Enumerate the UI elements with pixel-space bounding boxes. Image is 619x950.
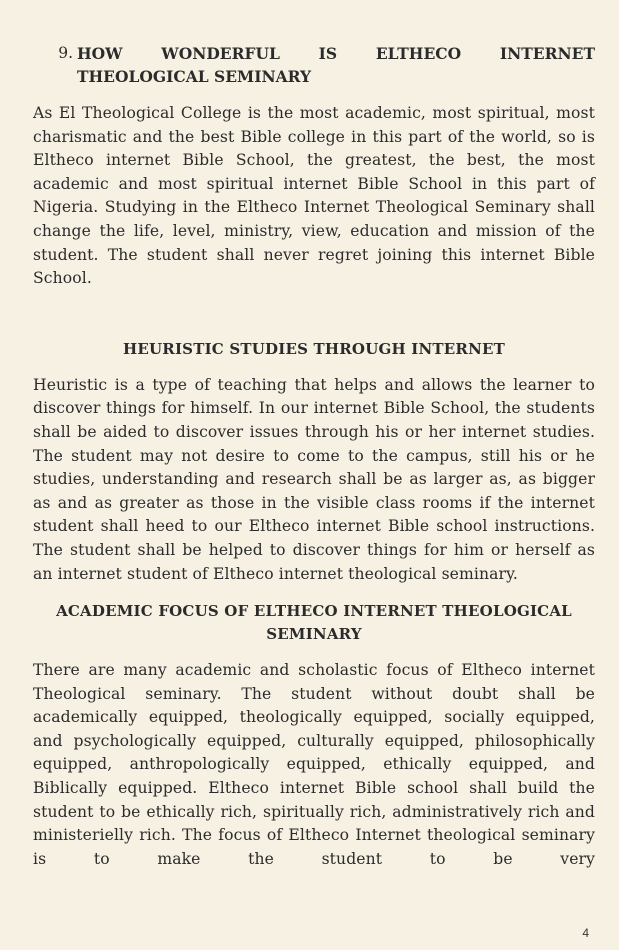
document-page <box>33 42 595 871</box>
section-heading-academic-focus: ACADEMIC FOCUS OF ELTHECO INTERNET THEOLOGICAL SEMINARY <box>56 602 572 644</box>
paragraph-how-wonderful: As El Theological College is the most academic, most spiritual, most charismatic and the best Bible college in this part of the world, so is Eltheco internet Bible School, the greatest, the best, the most academic and most spiritual internet Bible School in this part of Nigeria. Studying in the Eltheco Internet Theological Seminary shall change the life, level, ministry, view, education and mission of the student. The student shall never regret joining this internet Bible School. <box>33 104 595 288</box>
section-title: HOW WONDERFUL IS ELTHECO INTERNET THEOLOGICAL SEMINARY <box>77 44 595 86</box>
section-heading-how-wonderful <box>33 42 595 88</box>
section-heading-heuristic: HEURISTIC STUDIES THROUGH INTERNET <box>123 339 505 358</box>
spacer <box>33 361 595 374</box>
page-number: 4 <box>582 926 589 940</box>
spacer <box>33 646 595 659</box>
spacer <box>33 291 595 338</box>
spacer <box>33 586 595 600</box>
section-number: 9. <box>58 44 73 62</box>
paragraph-heuristic: Heuristic is a type of teaching that helps and allows the learner to discover things for himself. In our internet Bible School, the students shall be aided to discover issues through his or her internet studies. The student may not desire to come to the campus, still his or he studies, understanding and research shall be as larger as, as bigger as and as greater as those in the visible class rooms if the internet student shall heed to our Eltheco internet Bible school instructions. The student shall be helped to discover things for him or herself as an internet student of Eltheco internet theological seminary. <box>33 375 595 583</box>
paragraph-academic-focus: There are many academic and scholastic focus of Eltheco internet Theological seminary. The student without doubt shall be academically equipped, theologically equipped, socially equipped, and psychologically equipped, culturally equipped, philosophically equipped, anthropologically equipped, ethically equipped, and Biblically equipped. Eltheco internet Bible school shall build the student to be ethically rich, spiritually rich, administratively rich and ministerielly rich. The focus of Eltheco Internet theological seminary is to make the student to be very <box>33 661 595 868</box>
